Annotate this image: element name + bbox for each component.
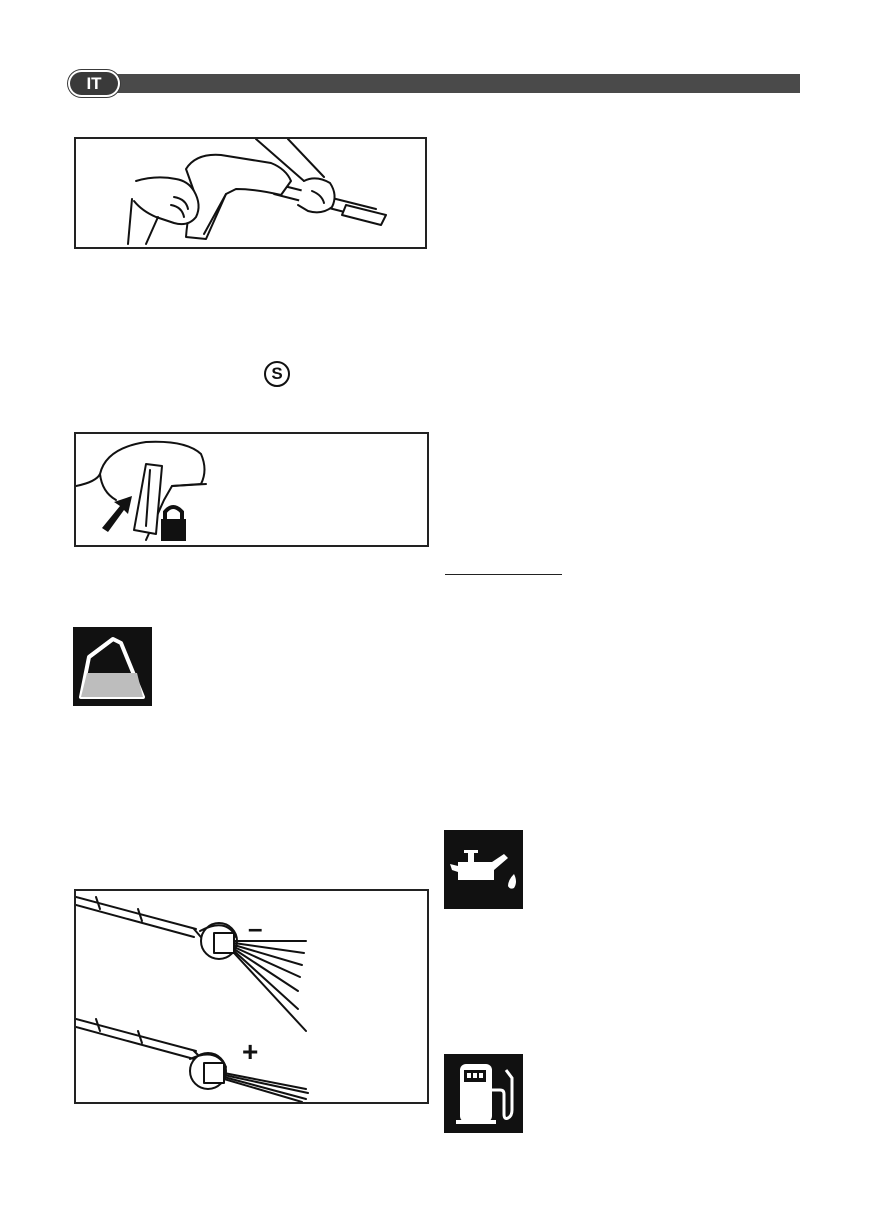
- safety-symbol-icon: S: [264, 361, 290, 387]
- header-rule: [110, 74, 800, 93]
- padlock-icon: [161, 507, 186, 541]
- page-header-bar: [70, 72, 800, 95]
- gun-grip-illustration: [76, 139, 425, 247]
- trigger-lock-illustration: [76, 434, 427, 545]
- increase-sign: +: [242, 1036, 259, 1067]
- detergent-tank-icon: [73, 627, 152, 706]
- language-badge: IT: [70, 72, 118, 95]
- push-arrow-icon: [102, 496, 132, 532]
- fuel-pump-icon: [444, 1054, 523, 1133]
- oil-can-icon: [444, 830, 523, 909]
- figure-gun-grip: [74, 137, 427, 249]
- nozzle-adjust-illustration: [76, 891, 427, 1102]
- section-underline: [445, 574, 562, 575]
- decrease-sign: –: [248, 913, 263, 943]
- figure-trigger-lock: [74, 432, 429, 547]
- figure-nozzle-adjust: [74, 889, 429, 1104]
